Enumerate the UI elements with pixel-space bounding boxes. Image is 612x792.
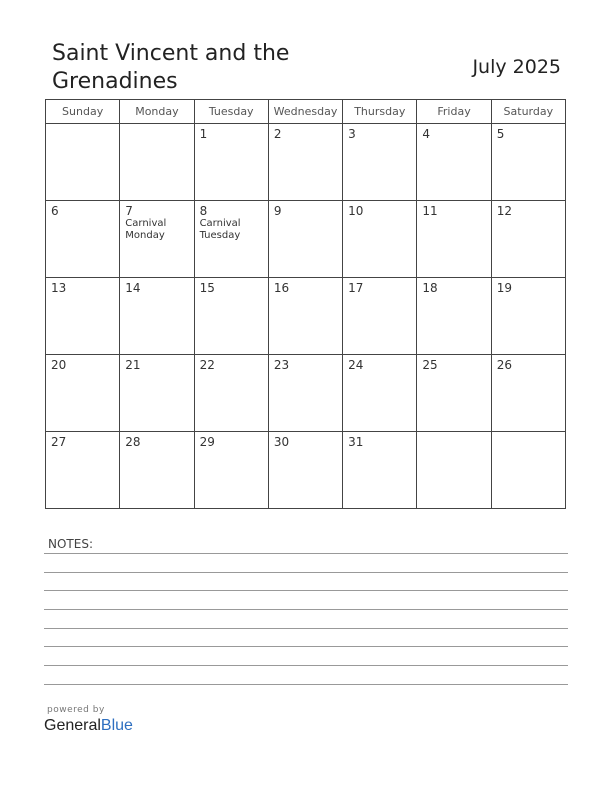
day-number: 2	[273, 127, 282, 141]
calendar-grid	[45, 99, 566, 509]
day-cell[interactable]	[120, 201, 194, 278]
day-cell[interactable]	[46, 278, 120, 355]
week-row	[46, 355, 566, 432]
day-number: 8	[199, 204, 208, 218]
day-number: 23	[273, 358, 290, 372]
day-number: 17	[348, 281, 364, 295]
weekday-header: Tuesday	[194, 100, 268, 124]
day-cell[interactable]	[343, 124, 417, 201]
day-cell[interactable]	[268, 278, 342, 355]
day-cell[interactable]	[417, 278, 491, 355]
day-number: 14	[125, 281, 141, 295]
note-line	[44, 609, 568, 610]
day-cell[interactable]	[491, 278, 565, 355]
day-cell[interactable]	[194, 355, 268, 432]
day-number: 25	[422, 358, 438, 372]
day-cell[interactable]	[268, 355, 342, 432]
day-cell[interactable]	[268, 124, 342, 201]
day-number: 26	[496, 358, 512, 372]
day-number: 15	[199, 281, 215, 295]
day-cell[interactable]	[268, 432, 342, 509]
day-number: 29	[199, 435, 215, 449]
note-line	[44, 665, 568, 666]
day-cell[interactable]	[46, 201, 120, 278]
day-cell[interactable]	[491, 355, 565, 432]
day-number: 5	[496, 127, 505, 141]
weekday-header: Wednesday	[268, 100, 342, 124]
day-number: 9	[273, 204, 282, 218]
day-cell[interactable]	[343, 355, 417, 432]
brand-logo[interactable]	[44, 717, 133, 735]
day-number: 10	[348, 204, 364, 218]
notes-label: NOTES:	[48, 537, 93, 551]
day-cell[interactable]	[120, 355, 194, 432]
day-cell[interactable]	[343, 432, 417, 509]
note-line	[44, 572, 568, 573]
note-line	[44, 553, 568, 554]
note-line	[44, 590, 568, 591]
holiday-label: Carnival Tuesday	[199, 218, 241, 241]
day-cell[interactable]	[417, 124, 491, 201]
day-number: 7	[125, 204, 133, 218]
day-number: 28	[125, 435, 141, 449]
day-cell[interactable]	[194, 124, 268, 201]
day-number: 18	[422, 281, 438, 295]
day-cell[interactable]	[417, 201, 491, 278]
week-row	[46, 201, 566, 278]
weekday-header: Monday	[120, 100, 194, 124]
day-number: 6	[51, 204, 59, 218]
weekday-header: Sunday	[46, 100, 120, 124]
day-cell[interactable]	[120, 278, 194, 355]
note-line	[44, 684, 568, 685]
day-number: 27	[51, 435, 67, 449]
powered-by-text: powered by	[47, 705, 105, 715]
day-cell[interactable]	[194, 432, 268, 509]
day-number: 3	[348, 127, 356, 141]
day-cell[interactable]	[343, 278, 417, 355]
day-cell[interactable]	[120, 124, 194, 201]
day-number: 13	[51, 281, 67, 295]
day-number: 1	[199, 127, 208, 141]
day-cell[interactable]	[46, 432, 120, 509]
weekday-header-row	[46, 100, 566, 124]
day-cell[interactable]	[194, 201, 268, 278]
month-year: July 2025	[472, 56, 561, 78]
day-number: 16	[273, 281, 290, 295]
day-cell[interactable]	[46, 355, 120, 432]
week-row	[46, 278, 566, 355]
day-cell[interactable]	[417, 432, 491, 509]
day-cell[interactable]	[268, 201, 342, 278]
weekday-header: Saturday	[491, 100, 565, 124]
day-number: 31	[348, 435, 364, 449]
brand-blue: Blue	[100, 717, 133, 734]
day-cell[interactable]	[120, 432, 194, 509]
weekday-header: Thursday	[343, 100, 417, 124]
note-line	[44, 628, 568, 629]
week-row	[46, 432, 566, 509]
note-line	[44, 646, 568, 647]
holiday-label: Carnival Monday	[125, 218, 167, 241]
country-title: Saint Vincent and the Grenadines	[52, 41, 290, 94]
day-cell[interactable]	[343, 201, 417, 278]
day-cell[interactable]	[491, 124, 565, 201]
day-cell[interactable]	[417, 355, 491, 432]
day-number: 30	[273, 435, 290, 449]
brand-general: General	[44, 717, 101, 734]
day-number: 24	[348, 358, 364, 372]
day-cell[interactable]	[46, 124, 120, 201]
day-number: 21	[125, 358, 141, 372]
day-number: 4	[422, 127, 431, 141]
day-number: 22	[199, 358, 215, 372]
day-number: 19	[496, 281, 512, 295]
day-cell[interactable]	[491, 201, 565, 278]
week-row	[46, 124, 566, 201]
weekday-header: Friday	[417, 100, 491, 124]
day-cell[interactable]	[194, 278, 268, 355]
day-number: 12	[496, 204, 512, 218]
day-cell[interactable]	[491, 432, 565, 509]
day-number: 11	[422, 204, 438, 218]
day-number: 20	[51, 358, 67, 372]
